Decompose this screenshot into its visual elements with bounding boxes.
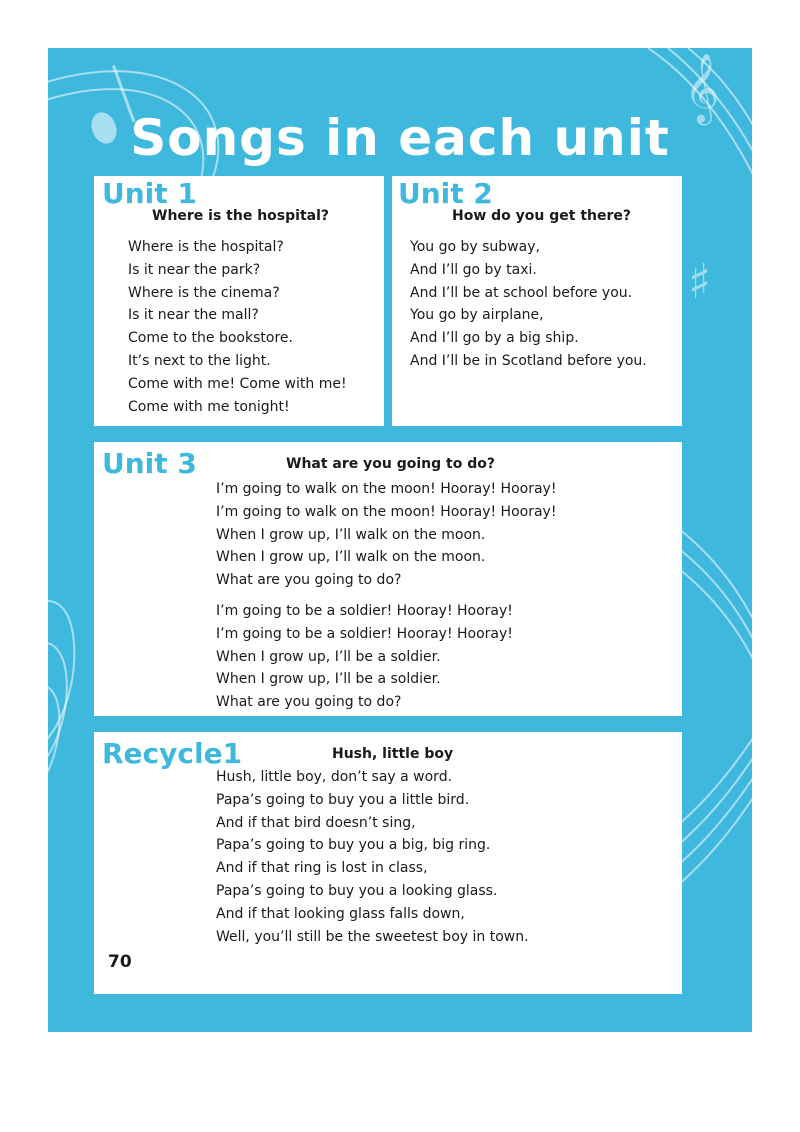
lyric-line: And if that bird doesn’t sing, (216, 814, 416, 831)
lyric-line: Well, you’ll still be the sweetest boy in town. (216, 928, 529, 945)
lyric-line: And I’ll be in Scotland before you. (410, 352, 647, 369)
lyric-line: What are you going to do? (216, 694, 402, 711)
lyric-line: When I grow up, I’ll walk on the moon. (216, 549, 486, 566)
page-number: 70 (108, 952, 132, 972)
unit-3-card (94, 442, 682, 716)
lyric-line: What are you going to do? (216, 572, 402, 589)
recycle-1-card (94, 732, 682, 994)
lyric-line: Where is the hospital? (128, 239, 284, 255)
unit-label: Unit 1 (102, 177, 197, 210)
lyric-line: I’m going to be a soldier! Hooray! Hooray! (216, 603, 513, 619)
lyric-line: You go by subway, (410, 239, 540, 255)
lyric-line: Hush, little boy, don’t say a word. (216, 769, 453, 785)
lyric-line: Papa’s going to buy you a little bird. (216, 791, 470, 808)
unit-label: Unit 3 (102, 447, 197, 480)
lyric-line: When I grow up, I’ll be a soldier. (216, 671, 441, 688)
unit-2-card (392, 176, 682, 426)
lyric-line: And if that looking glass falls down, (216, 905, 465, 922)
lyric-line: When I grow up, I’ll be a soldier. (216, 648, 441, 665)
lyrics (410, 236, 647, 373)
lyric-line: Come to the bookstore. (128, 330, 293, 347)
lyric-line: Is it near the park? (128, 261, 261, 278)
lyric-line: When I grow up, I’ll walk on the moon. (216, 526, 486, 543)
lyrics-verse-1 (216, 478, 556, 592)
lyrics-verse-2 (216, 600, 513, 714)
lyric-line: Papa’s going to buy you a looking glass. (216, 882, 498, 899)
lyric-line: And if that ring is lost in class, (216, 860, 428, 877)
lyric-line: I’m going to walk on the moon! Hooray! Hooray! (216, 503, 557, 520)
song-title: Where is the hospital? (152, 208, 330, 224)
lyric-line: Where is the cinema? (128, 284, 280, 301)
lyric-line: Papa’s going to buy you a big, big ring. (216, 837, 491, 854)
page-title: Songs in each unit (130, 109, 670, 167)
lyric-line: It’s next to the light. (128, 352, 271, 369)
unit-label: Unit 2 (398, 177, 493, 210)
song-title: What are you going to do? (286, 456, 495, 472)
lyric-line: Come with me! Come with me! (128, 375, 347, 392)
lyric-line: And I’ll go by taxi. (410, 261, 537, 278)
lyric-line: Is it near the mall? (128, 307, 259, 324)
unit-label: Recycle1 (102, 737, 243, 770)
songbook-page (48, 48, 752, 1032)
lyric-line: I’m going to be a soldier! Hooray! Hooray! (216, 625, 513, 642)
lyric-line: Come with me tonight! (128, 398, 290, 415)
lyric-line: And I’ll go by a big ship. (410, 330, 579, 347)
song-title: How do you get there? (452, 208, 631, 224)
lyric-line: You go by airplane, (410, 307, 544, 324)
unit-1-card (94, 176, 384, 426)
lyric-line: And I’ll be at school before you. (410, 284, 633, 301)
lyrics (128, 236, 347, 418)
treble-clef-icon: 𝄞 (684, 53, 720, 123)
lyric-line: I’m going to walk on the moon! Hooray! Hooray! (216, 481, 557, 497)
sharp-icon: ♯ (688, 254, 712, 310)
lyrics (216, 766, 529, 948)
song-title: Hush, little boy (332, 746, 454, 762)
